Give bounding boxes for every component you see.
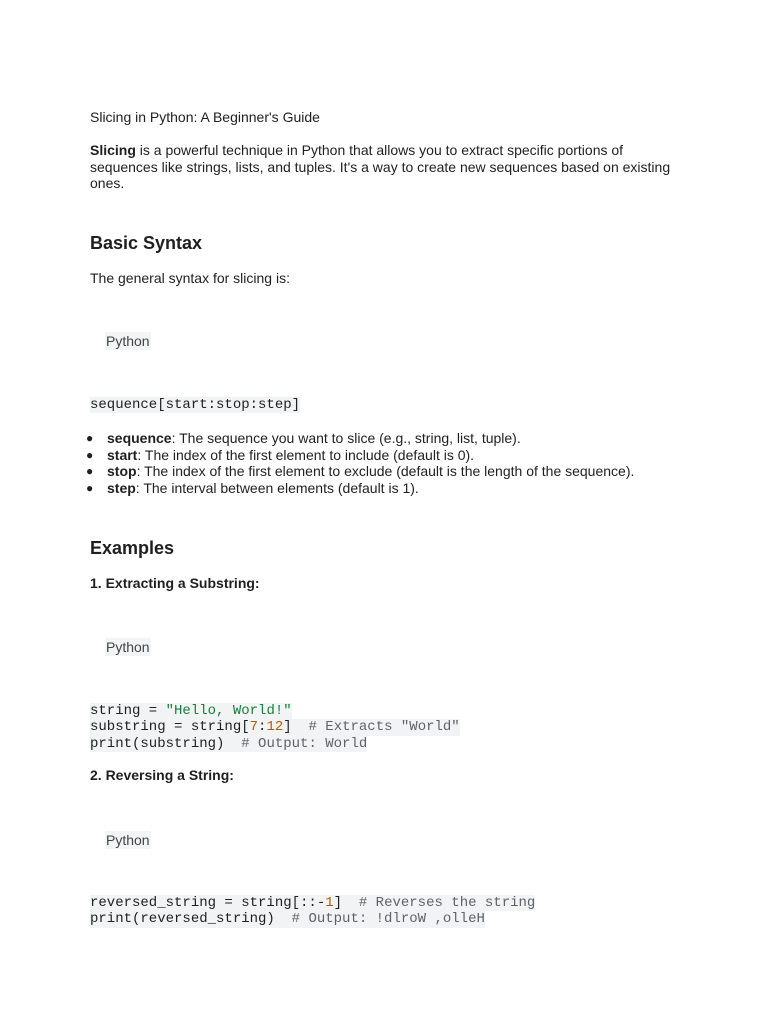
code-line: string = "Hello, World!"	[90, 703, 292, 719]
code-line: print(reversed_string) # Output: !dlroW ,olleH	[90, 911, 485, 928]
bullet-icon: ●	[86, 464, 94, 478]
syntax-description: The general syntax for slicing is:	[90, 270, 290, 286]
code-line: substring = string[7:12] # Extracts "World"	[90, 719, 460, 736]
intro-bold-term: Slicing	[90, 142, 136, 158]
code-line: print(substring) # Output: World	[90, 735, 368, 752]
bullet-icon: ●	[86, 431, 94, 445]
code-language-label: Python	[106, 333, 150, 349]
intro-text: is a powerful technique in Python that allows you to extract specific portions of sequences like strings, lists, and tuples. It's a way to create new sequences based on existing ones.	[90, 142, 671, 191]
heading-examples: Examples	[90, 538, 175, 558]
list-item: ● sequence: The sequence you want to slice (e.g., string, list, tuple).	[86, 430, 521, 446]
list-item: ● start: The index of the first element to include (default is 0).	[86, 446, 475, 463]
example-1-code-block	[90, 703, 460, 752]
code-language-label: Python	[106, 832, 150, 848]
intro-paragraph	[90, 142, 680, 192]
heading-basic-syntax: Basic Syntax	[90, 233, 203, 253]
code-line: reversed_string = string[::-1] # Reverses the string	[90, 895, 536, 911]
document-title: Slicing in Python: A Beginner's Guide	[90, 109, 320, 125]
example-2-title: 2. Reversing a String:	[90, 767, 234, 783]
code-language-label: Python	[106, 639, 150, 655]
syntax-code-block	[90, 397, 300, 413]
bullet-icon: ●	[86, 447, 94, 462]
bullet-icon: ●	[86, 480, 94, 495]
list-item: ● stop: The index of the first element to exclude (default is the length of the sequence).	[86, 463, 635, 479]
list-item: ● step: The interval between elements (default is 1).	[86, 479, 419, 496]
example-2-code-block	[90, 895, 535, 928]
syntax-parameter-list	[86, 430, 635, 496]
code-line: sequence[start:stop:step]	[90, 397, 301, 413]
example-1-title: 1. Extracting a Substring:	[90, 575, 260, 591]
